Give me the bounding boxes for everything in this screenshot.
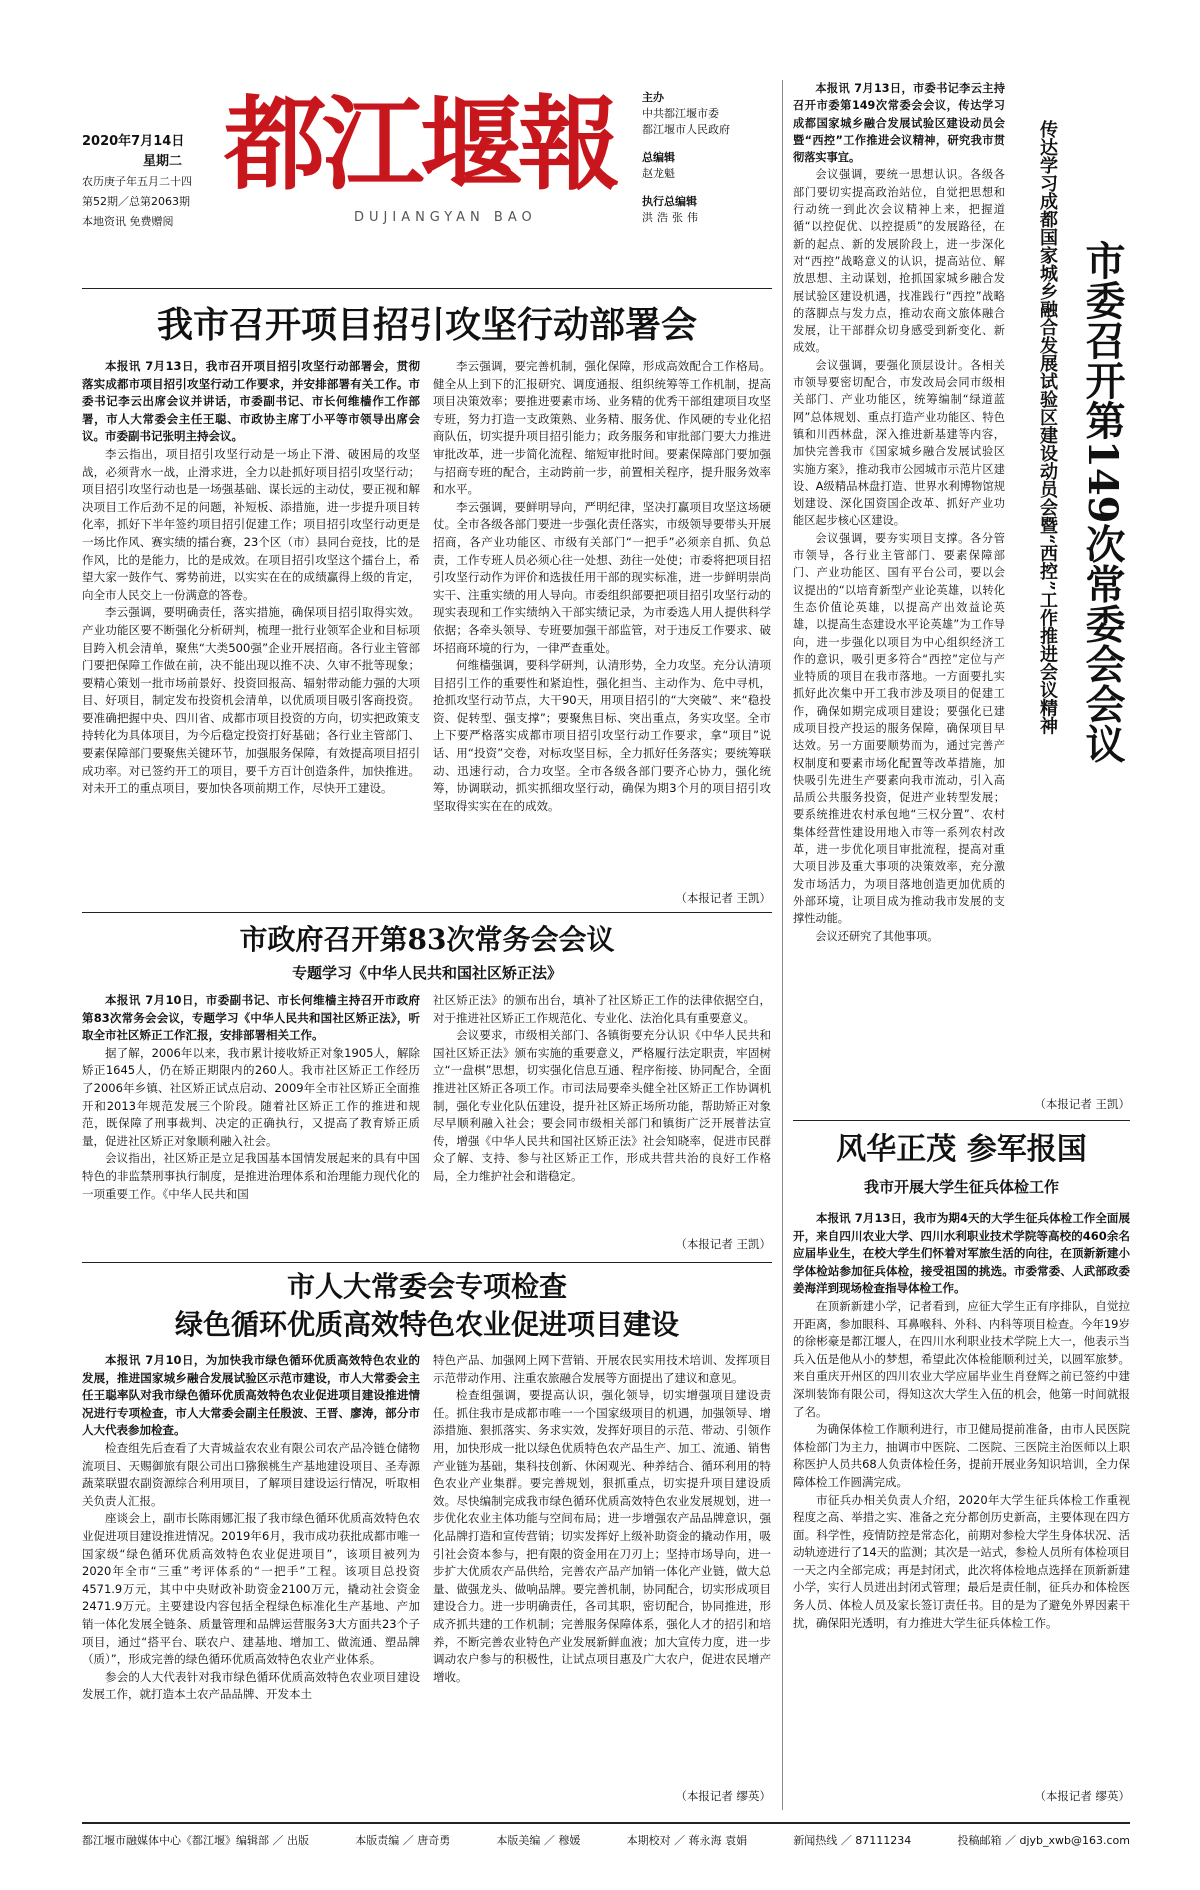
- issue-info: [82, 132, 222, 232]
- divider: [793, 1120, 1130, 1121]
- footer-proof: 本期校对 ／ 蒋永海 袁娟: [626, 1834, 748, 1847]
- article3-col2: [433, 992, 771, 1232]
- article2-para: 会议还研究了其他事项。: [815, 929, 939, 943]
- issue-note: 本地资讯 免费赠阅: [82, 215, 174, 228]
- article2-subtitle: 传达学习成都国家城乡融合发展试验区建设动员会暨“西控”工作推进会议精神: [1037, 120, 1058, 735]
- column-separator: [782, 80, 783, 1810]
- sponsor-label: 主办: [642, 91, 664, 104]
- footer-publisher: 都江堰市融媒体中心《都江堰》编辑部 ／ 出版: [82, 1834, 309, 1847]
- article5-para: 为确保体检工作顺利进行，市卫健局提前准备，由市人民医院体检部门为主力，抽调市中医院、二医院、三医院主治医师以上职称医护人员共68人负责体检任务，提前开展业务知识培训，全力保障体检工作圆满完成。: [793, 1422, 1130, 1489]
- footer-editor: 本版责编 ／ 唐奇勇: [355, 1834, 451, 1847]
- article4-para: 本报讯 7月10日，为加快我市绿色循环优质高效特色农业的发展，推进国家城乡融合发展试验区示范市建设，市人大常委会主任王聪率队对我市绿色循环优质高效特色农业促进项目建设推进情况进行专项检查，市人大常委会副主任殷波、王晋、廖涛，部分市人大代表参加检查。: [82, 1353, 420, 1438]
- article4-headline-2: 绿色循环优质高效特色农业促进项目建设: [174, 1308, 679, 1341]
- article3-para: 会议要求，市级相关部门、各镇街要充分认识《中华人民共和国社区矫正法》颁布实施的重要意义，严格履行法定职责，牢固树立“一盘棋”思想，切实强化信息互通、程序衔接、协同配合，全面推进社区矫正各项工作。市司法局要牵头健全社区矫正工作协调机制，强化专业化队伍建设，提升社区矫正场所功能，帮助矫正对象尽早顺利融入社会；要会同市级相关部门和镇街广泛开展普法宣传，增强《中华人民共和国社区矫正法》社会知晓率，促进市民群众了解、支持、参与社区矫正工作，形成共营共治的良好工作格局，全力维护社会和谐稳定。: [433, 1028, 771, 1183]
- article3-subtitle: 专题学习《中华人民共和国社区矫正法》: [291, 964, 562, 982]
- footer-email: 投稿邮箱 ／ djyb_xwb@163.com: [957, 1834, 1130, 1847]
- issue-number: 第52期／总第2063期: [82, 195, 190, 208]
- masthead: [82, 85, 782, 280]
- chief-label: 总编辑: [642, 151, 675, 164]
- divider: [82, 912, 772, 913]
- article3-headline: 市政府召开第83次常务会会议: [239, 923, 615, 956]
- article3-para: 据了解，2006年以来，我市累计接收矫正对象1905人，解除矫正1645人，仍在矫正期限内的260人。我市社区矫正工作经历了2006年乡镇、社区矫正试点启动、2009年全市社区矫正全面推开和2013年规范发展三个阶段。随着社区矫正工作的推进和规范，既保障了刑事裁判、决定的正确执行，又提高了教育矫正质量，促进社区矫正对象顺利融入社会。: [82, 1045, 420, 1148]
- masthead-credits: [642, 90, 752, 226]
- article3-signature: （本报记者 王凯）: [675, 1237, 771, 1251]
- issue-weekday: 星期二: [142, 154, 182, 169]
- chief-name: 赵龙魁: [642, 167, 675, 180]
- article4-para: 座谈会上，副市长陈雨娜汇报了我市绿色循环优质高效特色农业促进项目建设推进情况。2019年6月，我市成功获批成都市唯一国家级“绿色循环优质高效特色农业促进项目”，该项目被列为2020年全市“三重”考评体系的“一把手”工程。该项目总投资4571.9万元，其中中央财政补助资金2100万元，撬动社会资金2471.9万元。主要建设内容包括全程绿色标准化生产基地、产加销一体化发展全链条、质量管理和品牌运营服务3大方面共23个子项目，通过“搭平台、联农户、建基地、增加工、做流通、塑品牌（质）”，形成完善的绿色循环优质高效特色农业产业体系。: [82, 1511, 420, 1667]
- article3-para: 会议指出，社区矫正是立足我国基本国情发展起来的具有中国特色的非监禁刑事执行制度，是推进治理体系和治理能力现代化的一项重要工作。《中华人民共和国: [82, 1151, 420, 1201]
- article1-para: 李云指出，项目招引攻坚行动是一场止下滑、破困局的攻坚战，必须背水一战，止滑求进，全力以赴抓好项目招引攻坚行动；项目招引攻坚行动也是一场强基础、谋长远的主动仗，要正视和解决项目工作后劲不足的问题，补短板、添措施，进一步提升项目转化率，抓好下半年签约项目招引促建工作；项目招引攻坚行动更是一场比作风、赛实绩的擂台赛，23个区（市）县同台竞技，比的是作风，比的是能力，比的是成效。在项目招引攻坚这个擂台上，希望大家一鼓作气、雾势前进，以实实在在的成绩赢得上级的肯定，向全市人民交上一份满意的答卷。: [82, 446, 420, 602]
- article4-para: 参会的人大代表针对我市绿色循环优质高效特色农业项目建设发展工作，就打造本土农产品品牌、开发本土: [82, 1669, 420, 1702]
- article2-body-top: [793, 80, 1005, 943]
- article1-para: 李云强调，要鲜明导向，严明纪律，坚决打赢项目攻坚这场硬仗。全市各级各部门要进一步强化责任落实，市级领导要带头开展招商，各产业功能区、市级有关部门“一把手”必须亲自抓、负总责，工作专班人员必须心往一处想、劲往一处使；市委将把项目招引攻坚行动作为评价和选拔任用干部的现实标准，进一步鲜明崇尚实干、注重实绩的用人导向。市委组织部要把项目招引攻坚行动的现实表现和工作实绩纳入干部实绩记录，为市委选人用人提供科学依据；各牵头领导、专班要加强干部监管，对于违反工作要求、破坏招商环境的行为，一律严查重处。: [433, 499, 771, 655]
- footer: [82, 1822, 1130, 1848]
- issue-lunar: 农历庚子年五月二十四: [82, 175, 192, 188]
- article4-para: 特色产品、加强网上网下营销、开展农民实用技术培训、发挥项目示范带动作用、注重农旅融合发展等方面提出了建议和意见。: [433, 1353, 771, 1385]
- masthead-logo: 都江堰報: [224, 85, 616, 205]
- masthead-pinyin: DUJIANGYAN BAO: [354, 210, 537, 225]
- article5-headline: 风华正茂 参军报国: [836, 1132, 1087, 1167]
- article5-para: 本报讯 7月13日，我市为期4天的大学生征兵体检工作全面展开，来自四川农业大学、四川水利职业技术学院等高校的460余名应届毕业生，在校大学生们怀着对军旅生活的向往，在顶新新建小学体检站参加征兵体检，接受祖国的挑选。市委常委、人武部政委姜海洋到现场检查指导体检工作。: [793, 1211, 1130, 1296]
- sponsor-party: 中共都江堰市委: [642, 107, 719, 120]
- issue-date: 2020年7月14日: [82, 134, 185, 149]
- footer-hotline: 新闻热线 ／ 87111234: [793, 1834, 912, 1847]
- article2-para: 本报讯 7月13日，市委书记李云主持召开市委第149次常委会会议，传达学习成都国家城乡融合发展试验区建设动员会暨“西控”工作推进会议精神，研究我市贯彻落实事宜。: [793, 82, 1005, 165]
- article1-para: 李云强调，要明确责任，落实措施，确保项目招引取得实效。产业功能区要不断强化分析研判，梳理一批行业领军企业和目标项目跨入机会清单，聚焦“大类500强”企业开展招商。各行业主管部门要把保障工作做在前，决不能出现以推不决、久审不批等现象；要精心策划一批市场前景好、投资回报高、辐射带动能力强的大项目、好项目，制定发布投资机会清单，以优质项目吸引客商投资。要准确把握中央、四川省、成都市项目投资的方向，切实把政策支持转化为具体项目，为今后稳定投资打好基础；各行业主管部门、要素保障部门要聚焦关键环节，加强服务保障，有效提高项目招引成功率。对已签约开工的项目，要千方百计创造条件，加快推进。对未开工的重点项目，要加快各项前期工作，尽快开工建设。: [82, 605, 420, 796]
- article4-headline-1: 市人大常委会专项检查: [286, 1270, 567, 1303]
- article1-signature: （本报记者 王凯）: [675, 891, 771, 905]
- article5-body: [793, 1210, 1130, 1780]
- article5-para: 在顶新新建小学，记者看到，应征大学生正有序排队，自觉拉开距离，参加眼科、耳鼻喉科、外科、内科等项目检查。今年19岁的徐彬豪是都江堰人，在四川水利职业技术学院上大一，他表示当兵入伍是他从小的梦想，希望此次体检能顺利过关，以圆军旅梦。来自重庆开州区的四川农业大学应届毕业生肖登辉之前已签约中建深圳装饰有限公司，得知这次大学生入伍的机会，他第一时间就报了名。: [793, 1298, 1130, 1419]
- article5-signature: （本报记者 缪英）: [1034, 1789, 1130, 1803]
- article2-para: 会议强调，要强化顶层设计。各相关市领导要密切配合，市发改局会同市级相关部门、产业功能区，统筹编制“绿道蓝网”总体规划、重点打造产业功能区、特色镇和川西林盘，深入推进新基建等内容，加快完善我市《国家城乡融合发展试验区实施方案》，推动我市公园城市示范片区建设、A级精品林盘打造、世界水利博物馆规划建设、深化国资国企改革、抓好产业功能区起步核心区建设。: [793, 358, 1005, 528]
- article5-para: 市征兵办相关负责人介绍，2020年大学生征兵体检工作重视程度之高、举措之实、准备之充分都创历史新高，主要体现在四方面。科学性，疫情防控是常态化，前期对参检大学生身体状况、活动轨迹进行了14天的监测；其次是一站式，参检人员所有体检项目一天之内全部完成；再是封闭式，此次将体检地点选择在顶新新建小学，实行人员进出封闭式管理；最后是责任制，征兵办和体检医务人员、体检人员及家长签订责任书。目的是为了避免外界因素干扰，确保阳光透明，有力推进大学生征兵体检工作。: [793, 1492, 1130, 1630]
- article1-col1: [82, 358, 420, 908]
- article4-signature: （本报记者 缪英）: [675, 1789, 771, 1803]
- article2-headline: 市委召开第149次常委会会议: [1079, 240, 1126, 764]
- divider: [82, 1262, 772, 1263]
- article4-col2: [433, 1352, 771, 1784]
- article5-subtitle: 我市开展大学生征兵体检工作: [863, 1178, 1059, 1196]
- article2-para: 会议强调，要夯实项目支撑。各分管市领导，各行业主管部门、要素保障部门、产业功能区、国有平台公司，要以会议提出的“以培育新型产业论英雄，以转化生态价值论英雄，以提高产出效益论英雄，以提高生态建设水平论英雄”为工作导向，进一步强化以项目为中心组织经济工作的意识，吸引更多符合“西控”定位与产业特质的项目在我市落地。一方面要扎实抓好此次集中开工我市涉及项目的促建工作，确保如期完成项目建设；要强化已建成项目投产投运的服务保障，确保项目早达效。另一方面要顺势而为，通过完善产权制度和要素市场化配置等改革措施，加快吸引先进生产要素向我市流动，引入高品质公共服务投资，促进产业转型发展；要系统推进农村承包地“三权分置”、农村集体经营性建设用地入市等一系列农村改革，进一步优化项目审批流程，提高对重大项目涉及重大事项的决策效率，充分激发市场活力，为项目落地创造更加优质的外部环境，让项目成为推动我市发展的支撑性动能。: [793, 531, 1005, 926]
- article2-signature: （本报记者 王凯）: [1034, 1097, 1130, 1111]
- article3-col1: [82, 992, 420, 1260]
- article4-para: 检查组强调，要提高认识，强化领导，切实增强项目建设责任。抓住我市是成都市唯一一个国家级项目的机遇，加强领导、增添措施、狠抓落实、务求实效，发挥好项目的示范、带动、引领作用，加快形成一批以绿色优质特色农产品生产、加工、流通、销售产业链为基础，集科技创新、休闲观光、种养结合、循环利用的特色农业产业集群。要完善规划，狠抓重点，切实提升项目建设质效。尽快编制完成我市绿色循环优质高效特色农业发展规划，进一步优化农业主体功能与空间布局；进一步增强农产品品牌意识，强化品牌打造和宣传营销；切实发挥好上级补助资金的撬动作用，吸引社会资本参与，把有限的资金用在刀刃上；坚持市场导向，进一步扩大优质农产品供给，完善农产品产加销一体化产业链，做大总量、做强龙头、做响品牌。要完善机制，协同配合，切实形成项目建设合力。进一步明确责任，各司其职，密切配合，协同推进，形成齐抓共建的工作机制；完善服务保障体系，强化人才的招引和培养，不断完善农业特色产业发展新鲜血液；加大宣传力度，进一步调动农户参与的积极性，让试点项目惠及广大农户，促进农民增产增收。: [433, 1388, 771, 1684]
- article3-para: 本报讯 7月10日，市委副书记、市长何维樯主持召开市政府第83次常务会会议，专题学习《中华人民共和国社区矫正法》，听取全市社区矫正工作汇报，安排部署相关工作。: [82, 993, 420, 1043]
- article1-headline: 我市召开项目招引攻坚行动部署会: [156, 304, 697, 346]
- footer-designer: 本版美编 ／ 穆媛: [496, 1834, 581, 1847]
- article1-para: 本报讯 7月13日，我市召开项目招引攻坚行动部署会，贯彻落实成都市项目招引攻坚行动工作要求，并安排部署有关工作。市委书记李云出席会议并讲话，市委副书记、市长何维樯作工作部署，市人大常委会主任王聪、市政协主席丁小平等市领导出席会议。市委副书记张明主持会议。: [82, 359, 420, 444]
- article4-para: 检查组先后查看了大青城益农农业有限公司农产品冷链仓储物流项目、天赐御旅有限公司出口猕猴桃生产基地建设项目、圣寿源蔬菜联盟农副资源综合利用项目，了解项目建设运行情况，听取相关负责人汇报。: [82, 1440, 420, 1508]
- article4-col1: [82, 1352, 420, 1804]
- masthead-divider: [82, 288, 772, 289]
- article3-para: 社区矫正法》的颁布出台，填补了社区矫正工作的法律依据空白，对于推进社区矫正工作规范化、专业化、法治化具有重要意义。: [433, 993, 771, 1025]
- article1-col2: [433, 358, 771, 888]
- article1-para: 李云强调，要完善机制，强化保障，形成高效配合工作格局。健全从上到下的汇报研究、调度通报、组织统筹等工作机制，提高项目决策效率；要推进要素市场、业务精的优秀干部组建项目攻坚专班，努力打造一支政策熟、业务精、服务优、作风硬的专业化招商队伍，切实提升项目招引能力；政务服务和审批部门要大力推进审批改革，进一步简化流程、缩短审批时间。要素保障部门要加强与招商专班的配合，主动跨前一步，前置相关程序，提升服务效率和水平。: [433, 359, 771, 497]
- article1-para: 何维樯强调，要科学研判，认清形势，全力攻坚。充分认清项目招引工作的重要性和紧迫性，强化担当、主动作为、危中寻机，抢抓攻坚行动节点，大干90天，用项目招引的“大突破”、来“稳投资、促转型、强支撑”；要聚焦目标、突出重点，务实攻坚。全市上下要严格落实成都市项目招引攻坚行动工作要求，拿“项目”说话、用“投资”交卷，对标攻坚目标，全力抓好任务落实；要统筹联动、迅速行动，合力攻坚。全市各级各部门要齐心协力，强化统筹，协调联动，抓实抓细攻坚行动，确保为期3个月的项目招引攻坚取得实实在在的成效。: [433, 658, 771, 813]
- exec-label: 执行总编辑: [642, 195, 697, 208]
- sponsor-gov: 都江堰市人民政府: [642, 123, 730, 136]
- exec-name: 洪浩张伟: [642, 211, 702, 224]
- article2-para: 会议强调，要统一思想认识。各级各部门要切实提高政治站位，自觉把思想和行动统一到此次会议精神上来，把握道循“以控促优、以控提质”的发展路径，在新的起点、新的发展阶段上，进一步深化对“西控”战略意义的认识，提高站位、解放思想、主动谋划，抢抓国家城乡融合发展试验区建设机遇，找准践行“西控”战略的落脚点与发力点，推动农商文旅体融合发展，让干部群众切身感受到新变化、新成效。: [793, 168, 1005, 355]
